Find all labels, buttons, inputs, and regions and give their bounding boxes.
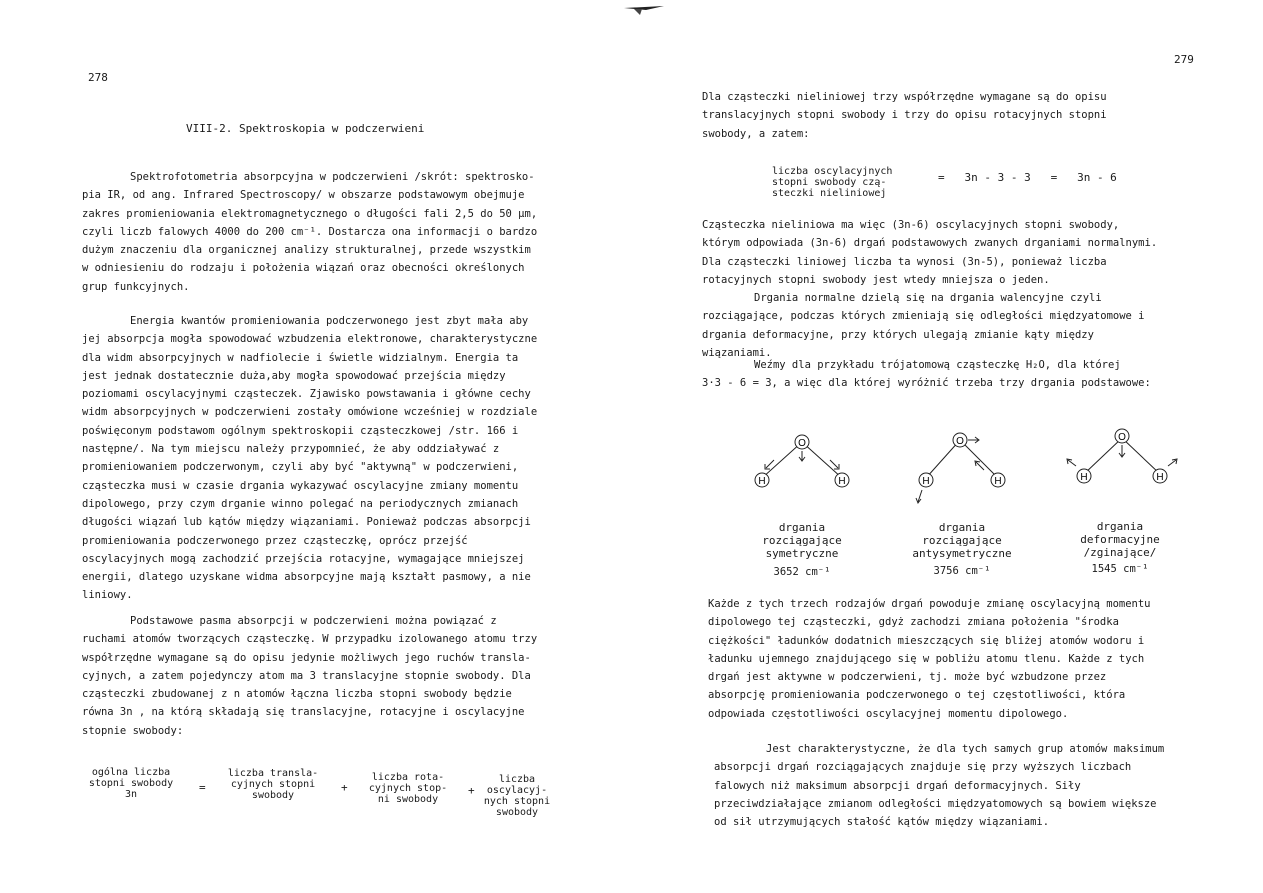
vibration-2-wavenumber: 3756 cm⁻¹	[933, 565, 991, 577]
vibration-1-label: drgania rozciągające symetryczne	[762, 521, 842, 560]
left-paragraph-3: Podstawowe pasma absorpcji w podczerwieni można powiązać z ruchami atomów tworzących cząsteczkę. W przypadku izolowanego atomu trzy współrzędne wymagane są do opisu jedynie możliwych jego ruchów transla- cyjnych, a zatem pojedynczy atom ma 3 translacyjne stopnie swobody. Dla cząsteczki zbudowanej z n atomów łączna liczba stopni swobody będzie równa 3n , na którą składają się translacyjne, rotacyjne i oscylacyjne stopnie swobody:	[82, 615, 538, 737]
eq-term-translational: liczba transla- cyjnych stopni swobody	[227, 768, 319, 801]
right-page	[632, 0, 1263, 893]
vibration-1-wavenumber: 3652 cm⁻¹	[773, 566, 831, 578]
left-page	[0, 0, 631, 893]
right-paragraph-4: Weźmy dla przykładu trójatomową cząsteczkę H₂O, dla której 3·3 - 6 = 3, a więc dla której wyróżnić trzeba trzy drgania podstawowe:	[702, 359, 1151, 390]
svg-text:H: H	[758, 476, 766, 487]
eq-term-vibrational: liczba oscylacyj- nych stopni swobody	[483, 774, 551, 818]
svg-text:O: O	[798, 438, 806, 449]
right-paragraph-5: Każde z tych trzech rodzajów drgań powoduje zmianę oscylacyjną momentu dipolowego tej cząsteczki, gdyż zachodzi zmiana położenia "środka ciężkości" ładunków dodatnich mieszczących się bliżej atomów wodoru i ładunku ujemnego znajdującego się w pobliżu atomu tlenu. Każde z tych drgań jest aktywne w podczerwieni, tj. może być wzbudzone przez absorpcję promieniowania podczerwonego o tej częstotliwości, która odpowiada częstotliwości oscylacyjnej momentu dipolowego.	[708, 598, 1151, 720]
right-paragraph-3: Drgania normalne dzielą się na drgania walencyjne czyli rozciągające, podczas których zmieniają się odległości międzyatomowe i drgania deformacyjne, przy których ulegają zmianie kąty między wiązaniami.	[702, 292, 1145, 359]
h2o-antisymmetric-stretch-diagram	[900, 420, 1020, 520]
page-number-left: 278	[88, 71, 108, 84]
h2o-bending-diagram	[1060, 420, 1180, 520]
h2o-symmetric-stretch-diagram	[742, 420, 862, 520]
svg-text:H: H	[922, 476, 930, 487]
vibration-2-label: drgania rozciągające antysymetryczne	[912, 521, 1012, 560]
svg-text:H: H	[994, 476, 1002, 487]
eq-term-total: ogólna liczba stopni swobody 3n	[88, 767, 174, 800]
eq-term-rotational: liczba rota- cyjnych stop- ni swobody	[368, 772, 448, 805]
svg-text:O: O	[956, 436, 964, 447]
svg-text:H: H	[1080, 472, 1088, 483]
formula-rhs: = 3n - 3 - 3 = 3n - 6	[938, 171, 1117, 184]
vibration-3-wavenumber: 1545 cm⁻¹	[1091, 563, 1149, 575]
eq-plus-1: +	[341, 781, 348, 794]
svg-text:O: O	[1118, 432, 1126, 443]
left-paragraph-1: Spektrofotometria absorpcyjna w podczerwieni /skrót: spektrosko- pia IR, od ang. Infrared Spectroscopy/ w obszarze podstawowym obejmuje zakres promieniowania elektromagnetycznego o długości fali 2,5 do 50 μm, czyli liczb falowych 4000 do 200 cm⁻¹. Dostarcza ona informacji o bardzo dużym znaczeniu dla organicznej analizy strukturalnej, przede wszystkim w odniesieniu do rodzaju i położenia wiązań oraz obecności określonych grup funkcyjnych.	[82, 171, 538, 293]
right-paragraph-6: Jest charakterystyczne, że dla tych samych grup atomów maksimum absorpcji drgań rozciągających znajduje się przy wyższych liczbach falowych niż maksimum absorpcji drgań deformacyjnych. Siły przeciwdziałające zmianom odległości międzyatomowych są bowiem większe od sił utrzymujących stałość kątów między wiązaniami.	[714, 743, 1165, 829]
vibration-3-label: drgania deformacyjne /zginające/	[1080, 520, 1160, 559]
right-paragraph-2: Cząsteczka nieliniowa ma więc (3n-6) oscylacyjnych stopni swobody, którym odpowiada (3n-6) drgań podstawowych zwanych drganiami normalnymi. Dla cząsteczki liniowej liczba ta wynosi (3n-5), ponieważ liczba rotacyjnych stopni swobody jest wtedy mniejsza o jeden.	[702, 219, 1158, 286]
page-number-right: 279	[1174, 53, 1194, 66]
right-paragraph-1: Dla cząsteczki nieliniowej trzy współrzędne wymagane są do opisu translacyjnych stopni swobody i trzy do opisu rotacyjnych stopni swobody, a zatem:	[702, 91, 1107, 140]
eq-plus-2: +	[468, 784, 475, 797]
formula-lhs: liczba oscylacyjnych stopni swobody czą- steczki nieliniowej	[772, 166, 893, 199]
svg-text:H: H	[1156, 472, 1164, 483]
left-paragraph-2: Energia kwantów promieniowania podczerwonego jest zbyt mała aby jej absorpcja mogła spowodować wzbudzenia elektronowe, charakterystyczne dla widm absorpcyjnych w nadfiolecie i świetle widzialnym. Energia ta jest jednak dostatecznie duża,aby mogła spowodować przejścia między poziomami oscylacyjnymi cząsteczek. Zjawisko powstawania i główne cechy widm absorpcyjnych w podczerwieni zostały omówione wcześniej w rozdziale poświęconym podstawom ogólnym spektroskopii cząsteczkowej /str. 166 i następne/. Na tym miejscu należy przypomnieć, że aby oddziaływać z promieniowaniem podczerwonym, czyli aby być "aktywną" w podczerwieni, cząsteczka musi w czasie drgania wykazywać oscylacyjne zmiany momentu dipolowego, przy czym drganie winno polegać na periodycznych zmianach długości wiązań lub kątów między wiązaniami. Ponieważ podczas absorpcji promieniowania podczerwonego przez cząsteczkę, oprócz przejść oscylacyjnych mogą zachodzić przejścia rotacyjne, wymagające mniejszej energii, dlatego uzyskane widma absorpcyjne mają kształt pasmowy, a nie liniowy.	[82, 315, 538, 602]
eq-equals: =	[199, 781, 206, 794]
svg-text:H: H	[838, 476, 846, 487]
section-heading: VIII-2. Spektroskopia w podczerwieni	[186, 122, 425, 135]
